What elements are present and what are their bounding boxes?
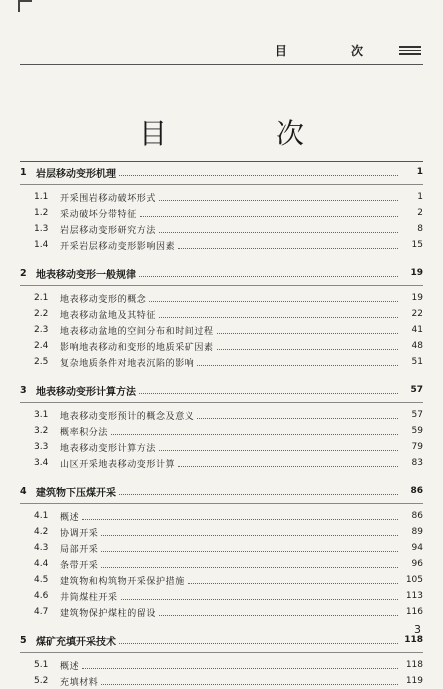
toc-section-2-5[interactable] [20, 354, 423, 370]
section-number: 3.1 [34, 410, 49, 420]
toc-section-5-1[interactable] [20, 657, 423, 673]
toc-section-2-2[interactable] [20, 306, 423, 322]
running-header: 目 次 [274, 44, 393, 58]
chapter-title: 地表移动变形一般规律 [36, 269, 136, 281]
section-number: 1.3 [34, 224, 49, 234]
section-page: 57 [411, 410, 423, 420]
chapter-number: 4 [20, 485, 27, 497]
section-title: 条带开采 [60, 560, 99, 571]
section-title: 建筑物保护煤柱的留设 [60, 608, 157, 619]
section-title: 概述 [60, 661, 80, 672]
dot-leader [178, 248, 398, 249]
section-number: 4.7 [34, 607, 49, 617]
dot-leader [139, 276, 398, 277]
toc-section-3-1[interactable] [20, 407, 423, 423]
section-number: 2.4 [34, 341, 49, 351]
toc-chapter-3[interactable] [20, 382, 423, 398]
section-number: 3.4 [34, 458, 49, 468]
dot-leader [121, 599, 398, 600]
section-page: 89 [411, 527, 423, 537]
toc-section-2-4[interactable] [20, 338, 423, 354]
section-page: 41 [411, 325, 423, 335]
dot-leader [101, 684, 398, 685]
section-page: 94 [411, 543, 423, 553]
section-title: 建筑物和构筑物开采保护措施 [60, 576, 185, 587]
dot-leader [217, 333, 398, 334]
section-number: 1.2 [34, 208, 49, 218]
toc-section-3-2[interactable] [20, 423, 423, 439]
header-lines-icon [399, 46, 421, 57]
chapter-page: 86 [410, 486, 423, 496]
section-title: 影响地表移动和变形的地质采矿因素 [60, 342, 214, 353]
chapter-page: 1 [416, 167, 423, 177]
dot-leader [101, 535, 398, 536]
dot-leader [217, 349, 398, 350]
chapter-gap [20, 370, 423, 382]
dot-leader [188, 583, 398, 584]
dot-leader [119, 175, 398, 176]
chapter-number: 5 [20, 634, 27, 646]
toc-chapter-2[interactable] [20, 265, 423, 281]
toc-section-2-3[interactable] [20, 322, 423, 338]
section-page: 113 [405, 591, 423, 601]
chapter-title: 煤矿充填开采技术 [36, 636, 116, 648]
chapter-gap [20, 471, 423, 483]
dot-leader [178, 466, 398, 467]
section-number: 3.2 [34, 426, 49, 436]
section-title: 地表移动盆地的空间分布和时间过程 [60, 326, 214, 337]
dot-leader [82, 519, 398, 520]
chapter-divider [20, 503, 423, 504]
dot-leader [140, 216, 398, 217]
chapter-number: 3 [20, 384, 27, 396]
toc-section-1-3[interactable] [20, 221, 423, 237]
toc-section-4-6[interactable] [20, 588, 423, 604]
section-page: 118 [405, 660, 423, 670]
section-title: 概率积分法 [60, 427, 109, 438]
dot-leader [119, 494, 398, 495]
section-page: 105 [405, 575, 423, 585]
section-page: 96 [411, 559, 423, 569]
section-number: 5.2 [34, 676, 49, 686]
dot-leader [159, 232, 398, 233]
dot-leader [119, 643, 398, 644]
toc-section-5-2[interactable] [20, 673, 423, 689]
title-divider [20, 161, 423, 162]
chapter-number: 2 [20, 267, 27, 279]
section-title: 山区开采地表移动变形计算 [60, 459, 176, 470]
section-title: 地表移动盆地及其特征 [60, 310, 157, 321]
section-number: 1.1 [34, 192, 49, 202]
section-page: 2 [417, 208, 423, 218]
chapter-divider [20, 285, 423, 286]
toc-section-3-3[interactable] [20, 439, 423, 455]
dot-leader [101, 567, 398, 568]
toc-section-4-3[interactable] [20, 540, 423, 556]
header-divider [20, 64, 423, 65]
dot-leader [159, 200, 398, 201]
section-page: 119 [405, 676, 423, 686]
toc-section-4-5[interactable] [20, 572, 423, 588]
toc-chapter-1[interactable] [20, 164, 423, 180]
dot-leader [159, 317, 398, 318]
section-page: 86 [411, 511, 423, 521]
section-page: 116 [405, 607, 423, 617]
toc-section-3-4[interactable] [20, 455, 423, 471]
section-number: 3.3 [34, 442, 49, 452]
dot-leader [197, 418, 398, 419]
corner-mark [18, 0, 32, 2]
section-number: 4.1 [34, 511, 49, 521]
section-number: 5.1 [34, 660, 49, 670]
toc-section-4-1[interactable] [20, 508, 423, 524]
dot-leader [82, 668, 398, 669]
section-title: 采动破坏分带特征 [60, 209, 137, 220]
toc-section-1-1[interactable] [20, 189, 423, 205]
chapter-gap [20, 620, 423, 632]
section-title: 开采岩层移动变形影响因素 [60, 241, 176, 252]
section-title: 复杂地质条件对地表沉陷的影响 [60, 358, 195, 369]
section-page: 8 [417, 224, 423, 234]
section-number: 1.4 [34, 240, 49, 250]
chapter-divider [20, 184, 423, 185]
chapter-page: 19 [410, 268, 423, 278]
section-title: 岩层移动变形研究方法 [60, 225, 157, 236]
toc-section-4-4[interactable] [20, 556, 423, 572]
page-number: 3 [414, 623, 421, 636]
section-number: 4.3 [34, 543, 49, 553]
dot-leader [159, 450, 398, 451]
section-number: 2.3 [34, 325, 49, 335]
toc-section-4-2[interactable] [20, 524, 423, 540]
toc-section-1-2[interactable] [20, 205, 423, 221]
section-title: 开采围岩移动破坏形式 [60, 193, 157, 204]
chapter-title: 岩层移动变形机理 [36, 168, 116, 180]
toc-section-4-7[interactable] [20, 604, 423, 620]
chapter-number: 1 [20, 166, 27, 178]
section-number: 2.1 [34, 293, 49, 303]
section-number: 4.5 [34, 575, 49, 585]
table-of-contents [20, 164, 423, 689]
section-title: 概述 [60, 512, 80, 523]
dot-leader [197, 365, 398, 366]
section-page: 59 [411, 426, 423, 436]
section-page: 83 [411, 458, 423, 468]
toc-section-1-4[interactable] [20, 237, 423, 253]
dot-leader [149, 301, 398, 302]
section-page: 48 [411, 341, 423, 351]
section-number: 2.5 [34, 357, 49, 367]
chapter-divider [20, 652, 423, 653]
toc-chapter-4[interactable] [20, 483, 423, 499]
section-title: 协调开采 [60, 528, 99, 539]
section-title: 充填材料 [60, 677, 99, 688]
section-page: 1 [417, 192, 423, 202]
section-page: 15 [411, 240, 423, 250]
toc-chapter-5[interactable] [20, 632, 423, 648]
section-title: 地表移动变形的概念 [60, 294, 147, 305]
section-page: 79 [411, 442, 423, 452]
chapter-page: 118 [404, 635, 423, 645]
section-page: 22 [411, 309, 423, 319]
section-number: 2.2 [34, 309, 49, 319]
chapter-title: 地表移动变形计算方法 [36, 386, 136, 398]
chapter-title: 建筑物下压煤开采 [36, 487, 116, 499]
dot-leader [111, 434, 398, 435]
section-page: 51 [411, 357, 423, 367]
section-number: 4.4 [34, 559, 49, 569]
page-title: 目 次 [139, 117, 354, 150]
section-title: 地表移动变形预计的概念及意义 [60, 411, 195, 422]
dot-leader [139, 393, 398, 394]
section-number: 4.6 [34, 591, 49, 601]
dot-leader [159, 615, 398, 616]
chapter-page: 57 [410, 385, 423, 395]
chapter-gap [20, 253, 423, 265]
dot-leader [101, 551, 398, 552]
toc-section-2-1[interactable] [20, 290, 423, 306]
section-title: 局部开采 [60, 544, 99, 555]
chapter-divider [20, 402, 423, 403]
section-page: 19 [411, 293, 423, 303]
section-number: 4.2 [34, 527, 49, 537]
section-title: 井筒煤柱开采 [60, 592, 118, 603]
section-title: 地表移动变形计算方法 [60, 443, 157, 454]
